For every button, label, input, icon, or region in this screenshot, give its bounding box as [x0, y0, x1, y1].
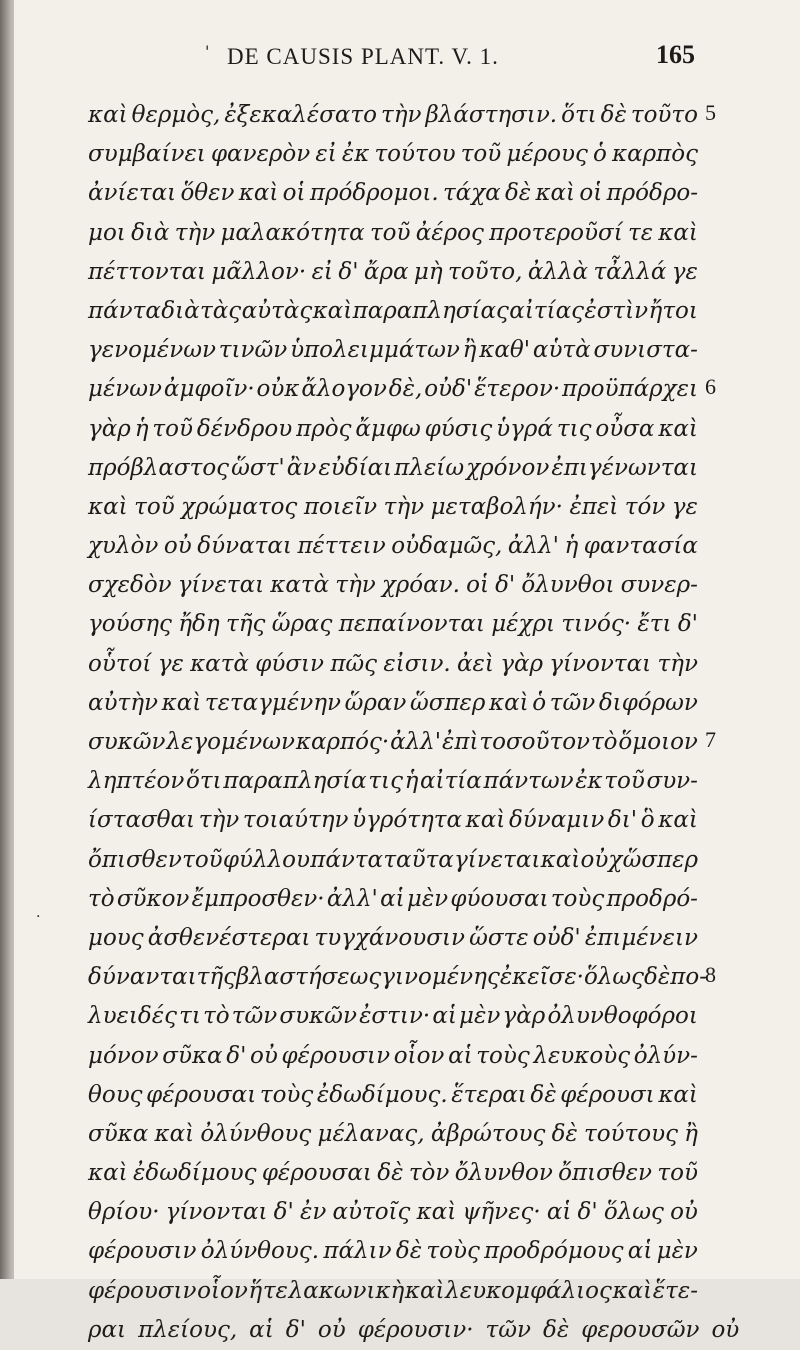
header-mark: '	[205, 42, 210, 61]
text-line: πέττονται μᾶλλον· εἰ δ' ἄρα μὴ τοῦτο, ἀλλὰ τἆλλά γε	[88, 258, 698, 285]
text-line: ληπτέον ὅτι παραπλησία τις ἡ αἰτία πάντων ἐκ τοῦ συν-	[88, 768, 698, 795]
text-line: καὶ τοῦ χρώματος ποιεῖν τὴν μεταβολήν· ἐπεὶ τόν γε	[88, 493, 698, 520]
text-line: μοι διὰ τὴν μαλακότητα τοῦ ἀέρος προτεροῦσί τε καὶ	[88, 219, 698, 246]
running-header	[205, 38, 695, 78]
margin-section-number: 5	[705, 100, 716, 125]
text-line: θρίου· γίνονται δ' ἐν αὐτοῖς καὶ ψῆνες· αἱ δ' ὅλως οὐ	[88, 1199, 698, 1226]
text-line: φέρουσιν ὀλύνθους. πάλιν δὲ τοὺς προδρόμους αἱ μὲν	[88, 1238, 698, 1265]
text-line: μόνον σῦκα δ' οὐ φέρουσιν οἷον αἱ τοὺς λευκοὺς ὀλύν-	[88, 1042, 698, 1069]
text-line: ὄπισθεν τοῦ φύλλου πάντα ταῦτα γίνεται καὶ οὐχ ὥσπερ	[88, 846, 698, 873]
text-line: πρόβλαστος ὥστ' ἂν εὐδίαι πλείω χρόνον ἐπιγένωνται	[88, 454, 698, 481]
text-line: αὐτὴν καὶ τεταγμένην ὥραν ὥσπερ καὶ ὁ τῶν διφόρων	[88, 689, 698, 716]
text-line: γούσης ἤδη τῆς ὥρας πεπαίνονται μέχρι τινός· ἔτι δ'	[88, 611, 698, 638]
text-line: καὶ ἐδωδίμους φέρουσαι δὲ τὸν ὄλυνθον ὄπισθεν τοῦ	[88, 1160, 698, 1187]
running-title: DE CAUSIS PLANT. V. 1.	[227, 44, 499, 69]
text-line: συκῶν λεγομένων καρπός· ἀλλ' ἐπὶ τοσοῦτον τὸ ὅμοιον	[88, 729, 698, 755]
text-line: σῦκα καὶ ὀλύνθους μέλανας, ἀβρώτους δὲ τούτους ἢ	[88, 1120, 698, 1147]
text-line: μένων ἀμφοῖν· οὐκ ἄλογον δὲ, οὐδ' ἕτερον· προϋπάρχει	[88, 376, 698, 403]
text-line: πάντα διὰ τὰς αὐτὰς καὶ παραπλησίας αἰτίας ἐστὶν ἤτοι	[88, 297, 698, 324]
page-number: 165	[656, 40, 695, 69]
greek-text-body	[88, 96, 740, 1350]
text-line: δύνανται τῆς βλαστήσεως γινομένης ἐκεῖσε· ὅλως δὲ πο-	[88, 964, 707, 991]
text-line: φέρουσιν οἷον ἥ τε λακωνικὴ καὶ λευκομφάλιος καὶ ἕτε-	[88, 1277, 698, 1304]
margin-section-number: 6	[705, 374, 716, 400]
text-line: σχεδὸν γίνεται κατὰ τὴν χρόαν. οἱ δ' ὄλυνθοι συνερ-	[88, 572, 698, 599]
text-line: γενομένων τινῶν ὑπολειμμάτων ἢ καθ' αὑτὰ συνιστα-	[88, 337, 698, 364]
text-line: θους φέρουσαι τοὺς ἐδωδίμους. ἕτεραι δὲ φέρουσι καὶ	[88, 1081, 698, 1108]
text-line: συμβαίνει φανερὸν εἰ ἐκ τούτου τοῦ μέρους ὁ καρπὸς	[88, 141, 698, 168]
text-line: μους ἀσθενέστεραι τυγχάνουσιν ὥστε οὐδ' ἐπιμένειν	[88, 924, 698, 951]
margin-section-number: 7	[705, 727, 716, 753]
margin-section-number: 8	[705, 962, 716, 988]
text-line: ραι πλείους, αἱ δ' οὐ φέρουσιν· τῶν δὲ φερουσῶν οὐ	[88, 1316, 740, 1343]
margin-mark: .	[36, 905, 41, 921]
text-line: γὰρ ἡ τοῦ δένδρου πρὸς ἄμφω φύσις ὑγρά τις οὖσα καὶ	[88, 415, 698, 442]
text-line: οὗτοί γε κατὰ φύσιν πῶς εἰσιν. ἀεὶ γὰρ γίνονται τὴν	[88, 650, 698, 677]
text-line: τὸ σῦκον ἔμπροσθεν· ἀλλ' αἱ μὲν φύουσαι τοὺς προδρό-	[88, 885, 698, 912]
text-line: λυειδές τι τὸ τῶν συκῶν ἐστιν· αἱ μὲν γὰρ ὀλυνθοφόροι	[88, 1003, 698, 1030]
text-line: ἀνίεται ὅθεν καὶ οἱ πρόδρομοι. τάχα δὲ καὶ οἱ πρόδρο-	[88, 180, 698, 207]
text-line: ίστασθαι τὴν τοιαύτην ὑγρότητα καὶ δύναμιν δι' ὃ καὶ	[88, 807, 698, 834]
text-line: καὶ θερμὸς, ἐξεκαλέσατο τὴν βλάστησιν. ὅτι δὲ τοῦτο	[88, 102, 698, 128]
text-line: χυλὸν οὐ δύναται πέττειν οὐδαμῶς, ἀλλ' ἡ φαντασία	[88, 533, 698, 560]
